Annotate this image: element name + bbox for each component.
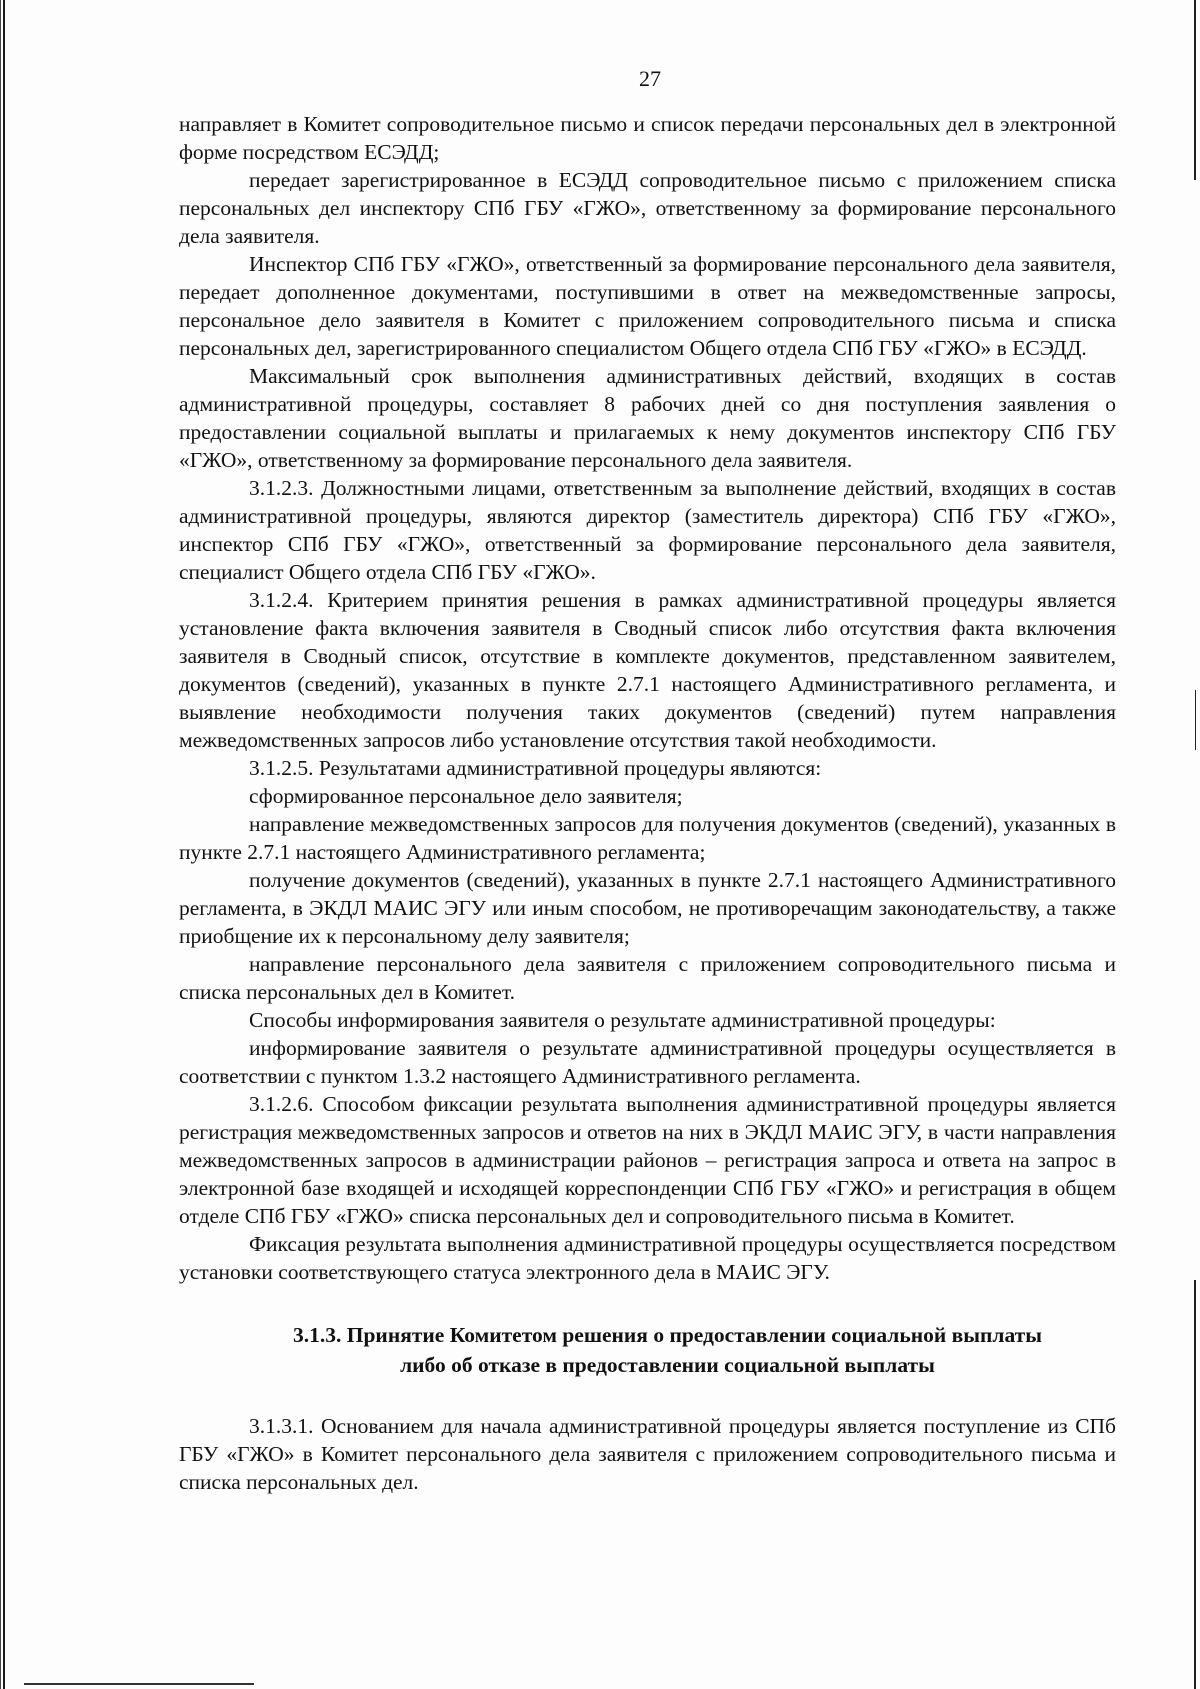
document-body (179, 110, 1116, 1496)
paragraph: направление межведомственных запросов для получения документов (сведений), указанных в пункте 2.7.1 настоящего Административного регламента; (179, 812, 1116, 864)
paragraphs-before-heading (179, 110, 1116, 1286)
paragraph: информирование заявителя о результате административной процедуры осуществляется в соответствии с пунктом 1.3.2 настоящего Административного регламента. (179, 1036, 1116, 1088)
scan-edge-right-mid (1195, 690, 1196, 750)
paragraph: 3.1.3.1. Основанием для начала административной процедуры является поступление из СПб ГБУ «ГЖО» в Комитет персонального дела заявителя с приложением сопроводительного письма и списка персональных дел. (179, 1414, 1116, 1494)
paragraph: направляет в Комитет сопроводительное письмо и список передачи персональных дел в электронной форме посредством ЕСЭДД; (179, 112, 1116, 164)
paragraph: сформированное персональное дело заявителя; (249, 784, 683, 808)
paragraphs-after-heading (179, 1412, 1116, 1496)
paragraph: 3.1.2.4. Критерием принятия решения в рамках административной процедуры является установление факта включения заявителя в Сводный список либо отсутствия факта включения заявителя в Сводный список, отсутствие в комплекте документов, представленном заявителем, документов (сведений), указанных в пункте 2.7.1 настоящего Административного регламента, и выявление необходимости получения таких документов (сведений) путем направления межведомственных запросов либо установление отсутствия такой необходимости. (179, 588, 1116, 752)
section-heading (179, 1320, 1116, 1380)
paragraph: Инспектор СПб ГБУ «ГЖО», ответственный за формирование персонального дела заявителя, передает дополненное документами, поступившими в ответ на межведомственные запросы, персональное дело заявителя в Комитет с приложением сопроводительного письма и списка персональных дел, зарегистрированного специалистом Общего отдела СПб ГБУ «ГЖО» в ЕСЭДД. (179, 252, 1116, 360)
paragraph: 3.1.2.3. Должностными лицами, ответственным за выполнение действий, входящих в состав административной процедуры, являются директор (заместитель директора) СПб ГБУ «ГЖО», инспектор СПб ГБУ «ГЖО», ответственный за формирование персонального дела заявителя, специалист Общего отдела СПб ГБУ «ГЖО». (179, 476, 1116, 584)
section-heading-line-2: либо об отказе в предоставлении социальной выплаты (400, 1353, 935, 1377)
paragraph: получение документов (сведений), указанных в пункте 2.7.1 настоящего Административного регламента, в ЭКДЛ МАИС ЭГУ или иным способом, не противоречащим законодательству, а также приобщение их к персональному делу заявителя; (179, 868, 1116, 948)
paragraph: 3.1.2.6. Способом фиксации результата выполнения административной процедуры является регистрация межведомственных запросов и ответов на них в ЭКДЛ МАИС ЭГУ, в части направления межведомственных запросов в администрации районов – регистрация запроса и ответа на запрос в электронной базе входящей и исходящей корреспонденции СПб ГБУ «ГЖО» и регистрация в общем отделе СПб ГБУ «ГЖО» списка персональных дел и сопроводительного письма в Комитет. (179, 1092, 1116, 1228)
paragraph: 3.1.2.5. Результатами административной процедуры являются: (249, 756, 822, 780)
paragraph: Максимальный срок выполнения административных действий, входящих в состав административной процедуры, составляет 8 рабочих дней со дня поступления заявления о предоставлении социальной выплаты и прилагаемых к нему документов инспектору СПб ГБУ «ГЖО», ответственному за формирование персонального дела заявителя. (179, 364, 1116, 472)
scan-edge-left (3, 0, 5, 1689)
paragraph: Фиксация результата выполнения административной процедуры осуществляется посредством установки соответствующего статуса электронного дела в МАИС ЭГУ. (179, 1232, 1116, 1284)
paragraph: передает зарегистрированное в ЕСЭДД сопроводительное письмо с приложением списка персональных дел инспектору СПб ГБУ «ГЖО», ответственному за формирование персонального дела заявителя. (179, 168, 1116, 248)
page-number: 27 (639, 66, 661, 91)
section-heading-line-1: 3.1.3. Принятие Комитетом решения о предоставлении социальной выплаты (293, 1323, 1042, 1347)
paragraph: направление персонального дела заявителя с приложением сопроводительного письма и списка персональных дел в Комитет. (179, 952, 1116, 1004)
scan-edge-right-bottom (1194, 1280, 1196, 1689)
paragraph: Способы информирования заявителя о результате административной процедуры: (249, 1008, 996, 1032)
scan-edge-left-outer (0, 0, 1, 1689)
scan-edge-bottom (24, 1683, 254, 1685)
